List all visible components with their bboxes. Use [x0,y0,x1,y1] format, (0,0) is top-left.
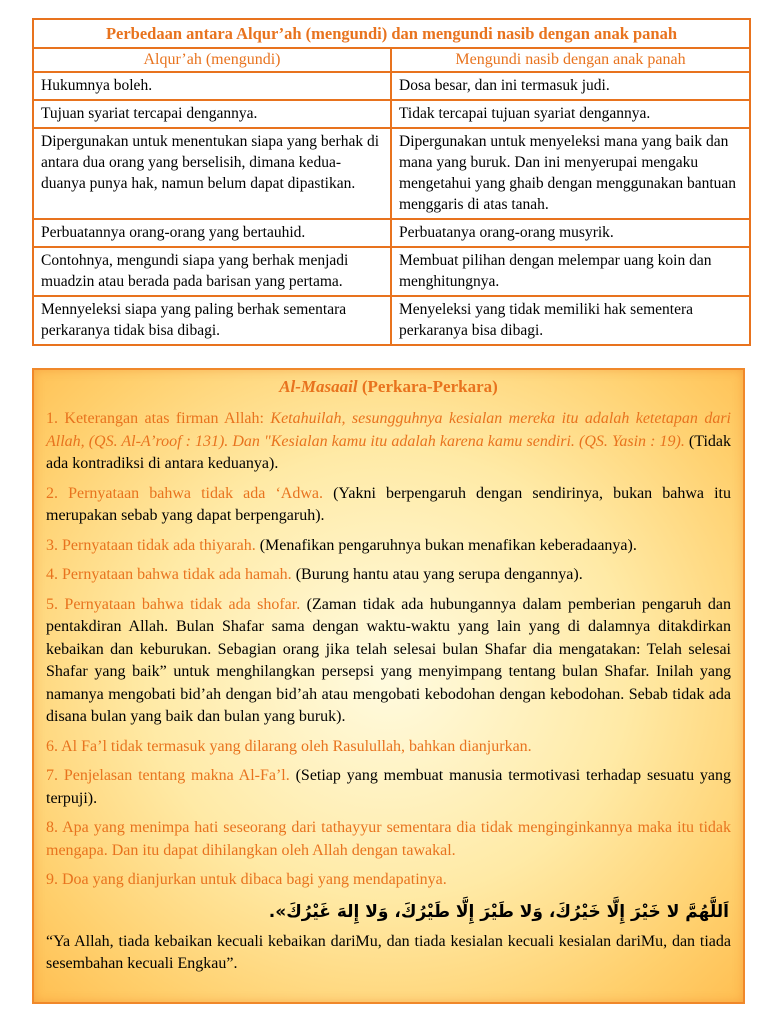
item-note: (Menafikan pengaruhnya bukan menafikan keberadaanya). [255,536,637,554]
masaail-item-6 [46,736,731,759]
table-cell: Tujuan syariat tercapai dengannya. [33,100,391,128]
table-row [33,128,750,219]
column-header-alqurah: Alqur’ah (mengundi) [33,48,391,72]
table-row [33,247,750,296]
item-quote: Ketahuilah, sesungguhnya kesialan mereka itu adalah ketetapan dari Allah, (QS. Al-A’roof : 131). Dan "Kesialan kamu itu adalah karena kamu sendiri. (QS. Yasin : 19). [46,410,731,450]
table-row [33,219,750,247]
item-lead: 3. Pernyataan tidak ada thiyarah. [46,536,256,554]
masaail-title-rest: (Perkara-Perkara) [357,377,498,396]
arabic-prayer: اَللَّهُمَّ لا خَيْرَ إِلَّا خَيْرُكَ، وَلا طَيْرَ إِلَّا طَيْرُكَ، وَلا إِلهَ غَيْرُكَ». [268,901,729,922]
masaail-item-4 [46,564,731,587]
table-cell: Mennyeleksi siapa yang paling berhak sementara perkaranya tidak bisa dibagi. [33,296,391,345]
table-cell: Perbuatannya orang-orang yang bertauhid. [33,219,391,247]
masaail-item-9 [46,869,731,892]
item-lead: 4. Pernyataan bahwa tidak ada hamah. [46,566,292,583]
masaail-item-7 [46,765,731,810]
item-note: (Setiap yang membuat manusia termotivasi terhadap sesuatu yang terpuji). [46,767,732,807]
item-lead: 1. Keterangan atas firman Allah: [46,410,271,427]
item-note: (Tidak ada kontradiksi di antara keduanya). [46,432,731,472]
masaail-item-1 [46,408,731,476]
table-row [33,100,750,128]
item-lead: 6. Al Fa’l tidak termasuk yang dilarang oleh Rasulullah, bahkan dianjurkan. [46,737,532,755]
masaail-box [32,368,745,1004]
masaail-title [46,376,731,398]
masaail-item-5 [46,594,731,729]
column-header-anak-panah: Mengundi nasib dengan anak panah [391,48,750,72]
table-title: Perbedaan antara Alqur’ah (mengundi) dan mengundi nasib dengan anak panah [33,19,750,48]
table-cell: Hukumnya boleh. [33,72,391,100]
table-row [33,296,750,345]
table-cell: Contohnya, mengundi siapa yang berhak menjadi muadzin atau berada pada barisan yang pertama. [33,247,391,296]
item-note: (Zaman tidak ada hubungannya dalam pemberian pengaruh dan pentakdiran Allah. Bulan Shafar sama dengan waktu-waktu yang lain yang di dalamnya ditakdirkan kebaikan dan keburukan. Sebagian orang jika telah selesai bulan Shafar dia mengatakan: Telah selesai Shafar yang baik” untuk menghilangkan persepsi yang menyimpang tentang bulan Shafar. Inilah yang namanya mengobati bid’ah dengan bid’ah atau mengobati kebodohan dengan kebodohan. Sebab tidak ada disana bulan yang baik dan bulan yang buruk). [46,595,731,725]
item-note: (Burung hantu atau yang serupa dengannya). [291,566,583,583]
item-lead: 7. Penjelasan tentang makna Al-Fa’l. [46,767,290,784]
item-lead: 5. Pernyataan bahwa tidak ada shofar. [46,595,301,613]
masaail-item-3 [46,535,731,558]
item-lead: 2. Pernyataan bahwa tidak ada ‘Adwa. [46,484,323,502]
table-cell: Dipergunakan untuk menyeleksi mana yang baik dan mana yang buruk. Dan ini menyerupai mengaku mengetahui yang ghaib dengan menggunakan bantuan menggaris di atas tanah. [391,128,750,219]
masaail-item-2 [46,483,731,528]
item-lead: 8. Apa yang menimpa hati seseorang dari tathayyur sementara dia tidak menginginkannya maka itu tidak mengapa. Dan itu dapat dihilangkan oleh Allah dengan tawakal. [46,819,731,859]
table-cell: Perbuatanya orang-orang musyrik. [391,219,750,247]
comparison-table [32,18,751,346]
item-note: (Yakni berpengaruh dengan sendirinya, bukan bahwa itu merupakan sebab yang dapat berpengaruh). [46,484,731,524]
table-cell: Menyeleksi yang tidak memiliki hak sementera perkaranya bisa dibagi. [391,296,750,345]
masaail-item-8 [46,817,731,862]
item-lead: 9. Doa yang dianjurkan untuk dibaca bagi yang mendapatinya. [46,871,447,888]
table-cell: Dosa besar, dan ini termasuk judi. [391,72,750,100]
table-row [33,72,750,100]
table-cell: Dipergunakan untuk menentukan siapa yang berhak di antara dua orang yang berselisih, dimana kedua-duanya punya hak, namun belum dapat dipastikan. [33,128,391,219]
table-cell: Tidak tercapai tujuan syariat dengannya. [391,100,750,128]
comparison-section [32,18,749,346]
masaail-title-italic: Al-Masaail [279,377,358,396]
table-cell: Membuat pilihan dengan melempar uang koin dan menghitungnya. [391,247,750,296]
prayer-translation: “Ya Allah, tiada kebaikan kecuali kebaikan dariMu, dan tiada kesialan kecuali kesialan dariMu, dan tiada sesembahan kecuali Engkau”. [46,932,731,972]
